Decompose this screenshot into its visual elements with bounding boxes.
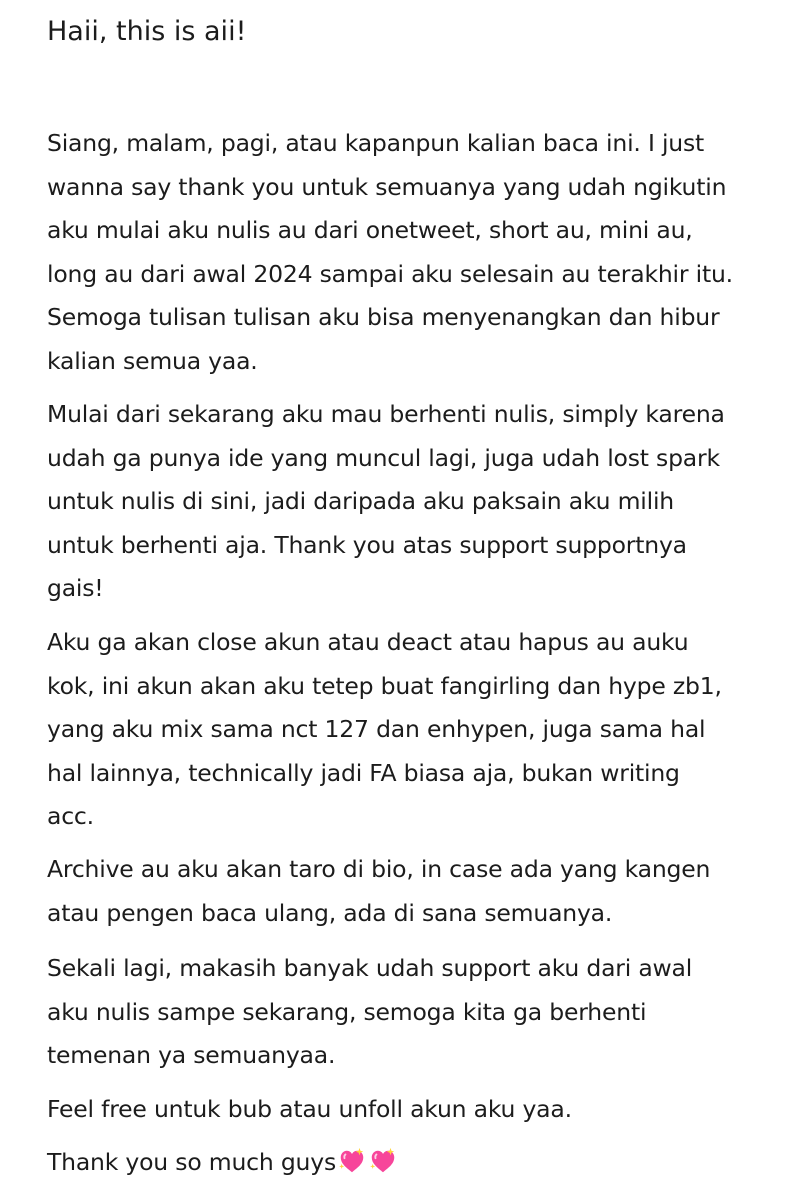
text-line: Siang, malam, pagi, atau kapanpun kalian baca ini. I just	[47, 129, 705, 157]
text-line: udah ga punya ide yang muncul lagi, juga udah lost spark	[47, 443, 720, 472]
text-line: aku nulis sampe sekarang, semoga kita ga berhenti	[47, 997, 647, 1026]
paragraph-feel-free	[47, 1088, 572, 1132]
sparkling-heart-icon	[337, 1146, 367, 1176]
text-line: Semoga tulisan tulisan aku bisa menyenangkan dan hibur	[47, 303, 720, 331]
sparkling-heart-icon	[368, 1146, 398, 1176]
text-line: acc.	[47, 802, 94, 830]
text-line: untuk nulis di sini, jadi daripada aku paksain aku milih	[47, 487, 674, 515]
paragraph-thanks-again	[47, 947, 692, 1078]
text-line: temenan ya semuanyaa.	[47, 1041, 336, 1069]
paragraph-stop-writing	[47, 393, 725, 611]
text-line: aku mulai aku nulis au dari onetweet, short au, mini au,	[47, 216, 693, 244]
text-line: yang aku mix sama nct 127 dan enhypen, juga sama hal	[47, 715, 706, 743]
text-line: wanna say thank you untuk semuanya yang udah ngikutin	[47, 172, 727, 201]
closing-line	[47, 1141, 398, 1185]
text-line: Feel free untuk bub atau unfoll akun aku yaa.	[47, 1095, 572, 1123]
text-line: Mulai dari sekarang aku mau berhenti nulis, simply karena	[47, 400, 725, 428]
text-line: Archive au aku akan taro di bio, in case ada yang kangen	[47, 855, 711, 883]
text-line: atau pengen baca ulang, ada di sana semuanya.	[47, 898, 613, 927]
paragraph-account	[47, 621, 722, 839]
text-line: long au dari awal 2024 sampai aku selesain au terakhir itu.	[47, 259, 733, 288]
text-line: Sekali lagi, makasih banyak udah support aku dari awal	[47, 954, 693, 982]
text-line: Thank you so much guys	[47, 1148, 336, 1176]
page-title: Haii, this is aii!	[47, 16, 247, 47]
paragraph-closing	[47, 1141, 398, 1185]
text-line: untuk berhenti aja. Thank you atas support supportnya	[47, 530, 687, 559]
text-line: gais!	[47, 574, 104, 602]
text-line: Aku ga akan close akun atau deact atau hapus au auku	[47, 628, 689, 656]
text-line: hal lainnya, technically jadi FA biasa aja, bukan writing	[47, 758, 680, 787]
text-line: kalian semua yaa.	[47, 346, 258, 375]
paragraph-archive	[47, 848, 710, 935]
text-line: kok, ini akun akan aku tetep buat fangirling dan hype zb1,	[47, 671, 722, 700]
paragraph-greeting	[47, 122, 733, 383]
